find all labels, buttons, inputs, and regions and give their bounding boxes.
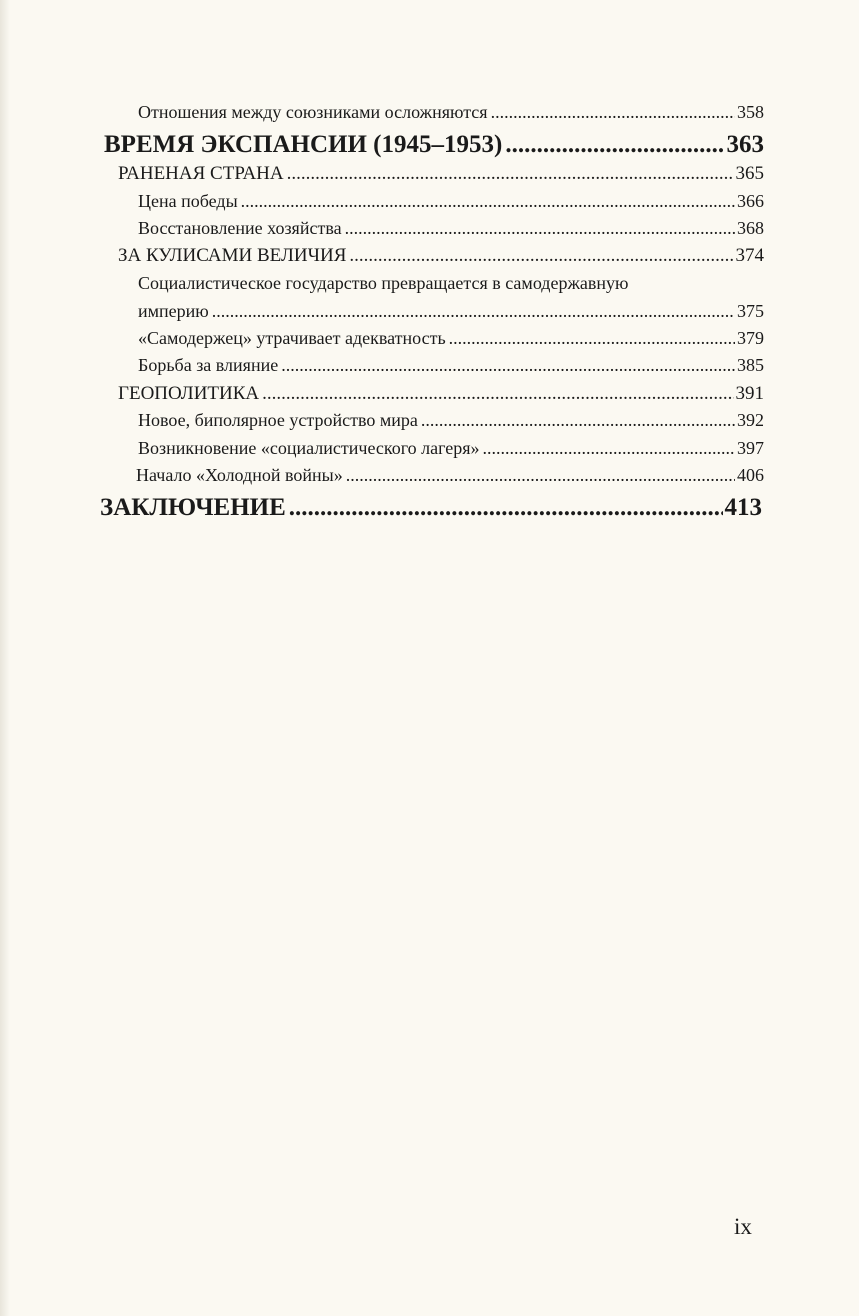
toc-leader-dots bbox=[346, 465, 735, 486]
toc-entry bbox=[138, 102, 764, 123]
toc-leader-dots bbox=[349, 245, 733, 267]
toc-entry-title: Возникновение «социалистического лагеря» bbox=[138, 438, 480, 458]
toc-entry-title: ЗАКЛЮЧЕНИЕ bbox=[100, 494, 286, 521]
toc-entry-page: 365 bbox=[735, 163, 764, 184]
toc-entry bbox=[138, 218, 764, 239]
toc-entry-page: 375 bbox=[737, 301, 764, 321]
toc-entry-title: Борьба за влияние bbox=[138, 355, 279, 375]
toc-leader-dots bbox=[287, 163, 734, 185]
toc-entry-page: 366 bbox=[737, 191, 764, 211]
toc-entry bbox=[136, 465, 764, 486]
toc-entry-title: ЗА КУЛИСАМИ ВЕЛИЧИЯ bbox=[118, 245, 347, 266]
toc-entry-page: 392 bbox=[737, 410, 764, 430]
toc-leader-dots bbox=[483, 438, 735, 459]
toc-leader-dots bbox=[289, 494, 723, 522]
toc-leader-dots bbox=[449, 328, 735, 349]
toc-entry bbox=[138, 355, 764, 376]
toc-entry-title: РАНЕНАЯ СТРАНА bbox=[118, 163, 284, 184]
toc-chapter bbox=[118, 383, 764, 405]
toc-entry-page: 391 bbox=[735, 383, 764, 404]
toc-entry-page: 406 bbox=[737, 465, 764, 485]
toc-entry-title: ГЕОПОЛИТИКА bbox=[118, 383, 260, 404]
toc-leader-dots bbox=[262, 383, 733, 405]
toc-entry-title: Отношения между союзниками осложняются bbox=[138, 102, 488, 122]
toc-chapter bbox=[118, 163, 764, 185]
toc-part-heading bbox=[104, 131, 764, 159]
toc-leader-dots bbox=[241, 191, 735, 212]
toc-entry bbox=[138, 410, 764, 431]
toc-entry-page: 385 bbox=[737, 355, 764, 375]
toc-entry-title: Начало «Холодной войны» bbox=[136, 465, 343, 485]
page-number: ix bbox=[734, 1214, 752, 1239]
toc-entry-page: 397 bbox=[737, 438, 764, 458]
toc-entry-page: 374 bbox=[735, 245, 764, 266]
toc-entry-page: 368 bbox=[737, 218, 764, 238]
toc-entry-title: Новое, биполярное устройство мира bbox=[138, 410, 418, 430]
toc-leader-dots bbox=[281, 355, 735, 376]
toc-leader-dots bbox=[491, 102, 735, 123]
toc-entry-title: ВРЕМЯ ЭКСПАНСИИ (1945–1953) bbox=[104, 131, 503, 158]
toc-entry bbox=[138, 438, 764, 459]
toc-entry bbox=[138, 301, 764, 322]
toc-entry-title-line1: Социалистическое государство превращается в самодержавную bbox=[138, 273, 629, 293]
toc-entry bbox=[138, 328, 764, 349]
toc-entry-title: Цена победы bbox=[138, 191, 238, 211]
toc-entry-title: «Самодержец» утрачивает адекватность bbox=[138, 328, 446, 348]
toc-entry-page: 363 bbox=[726, 131, 764, 158]
toc-entry bbox=[138, 191, 764, 212]
toc-entry-title-line2: империю bbox=[138, 301, 209, 321]
toc-entry-title: Восстановление хозяйства bbox=[138, 218, 342, 238]
toc-leader-dots bbox=[345, 218, 735, 239]
toc-leader-dots bbox=[505, 131, 724, 159]
toc-entry-page: 358 bbox=[737, 102, 764, 122]
toc-entry-page: 413 bbox=[724, 494, 762, 521]
toc-leader-dots bbox=[212, 301, 735, 322]
toc-chapter bbox=[118, 245, 764, 267]
toc-entry-page: 379 bbox=[737, 328, 764, 348]
toc-part-heading bbox=[100, 494, 762, 522]
toc-leader-dots bbox=[421, 410, 735, 431]
